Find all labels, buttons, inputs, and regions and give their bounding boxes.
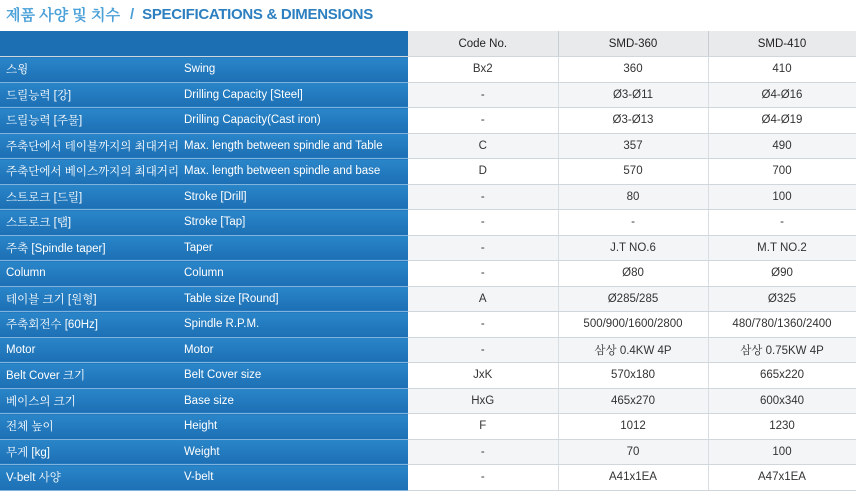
table-row xyxy=(0,82,856,108)
cell-model-b: Ø4-Ø16 xyxy=(708,82,856,108)
cell-model-b: 600x340 xyxy=(708,388,856,414)
cell-model-b: 1230 xyxy=(708,414,856,440)
row-label-korean: 주축 [Spindle taper] xyxy=(0,235,182,261)
header-model-b: SMD-410 xyxy=(708,31,856,57)
table-row xyxy=(0,439,856,465)
cell-code: C xyxy=(408,133,558,159)
cell-code: - xyxy=(408,439,558,465)
row-label-english: Column xyxy=(182,261,408,287)
row-label-korean: 테이블 크기 [원형] xyxy=(0,286,182,312)
row-label-english: Belt Cover size xyxy=(182,363,408,389)
cell-model-a: 465x270 xyxy=(558,388,708,414)
cell-model-b: 665x220 xyxy=(708,363,856,389)
row-label-english: Stroke [Drill] xyxy=(182,184,408,210)
table-row xyxy=(0,184,856,210)
table-row xyxy=(0,210,856,236)
row-label-korean: V-belt 사양 xyxy=(0,465,182,491)
table-row xyxy=(0,159,856,185)
cell-model-a: A41x1EA xyxy=(558,465,708,491)
row-label-korean: 무게 [kg] xyxy=(0,439,182,465)
row-label-english: Drilling Capacity [Steel] xyxy=(182,82,408,108)
row-label-korean: 주축회전수 [60Hz] xyxy=(0,312,182,338)
cell-code: - xyxy=(408,312,558,338)
header-blank-ko xyxy=(0,31,182,57)
row-label-english: Max. length between spindle and Table xyxy=(182,133,408,159)
cell-model-a: 1012 xyxy=(558,414,708,440)
row-label-korean: 베이스의 크기 xyxy=(0,388,182,414)
cell-model-b: M.T NO.2 xyxy=(708,235,856,261)
cell-code: - xyxy=(408,184,558,210)
row-label-korean: 스트로크 [드릴] xyxy=(0,184,182,210)
page-title xyxy=(0,0,856,28)
cell-code: D xyxy=(408,159,558,185)
cell-model-a: 360 xyxy=(558,57,708,83)
row-label-korean: 드릴능력 [강] xyxy=(0,82,182,108)
cell-model-a: 80 xyxy=(558,184,708,210)
row-label-english: Weight xyxy=(182,439,408,465)
cell-code: - xyxy=(408,82,558,108)
row-label-korean: 드릴능력 [주물] xyxy=(0,108,182,134)
cell-code: Bx2 xyxy=(408,57,558,83)
cell-model-b: 700 xyxy=(708,159,856,185)
cell-model-a: Ø3-Ø13 xyxy=(558,108,708,134)
row-label-english: Spindle R.P.M. xyxy=(182,312,408,338)
cell-model-a: Ø285/285 xyxy=(558,286,708,312)
row-label-english: Swing xyxy=(182,57,408,83)
row-label-english: V-belt xyxy=(182,465,408,491)
cell-model-a: 570 xyxy=(558,159,708,185)
row-label-korean: 주축단에서 테이블까지의 최대거리 xyxy=(0,133,182,159)
specifications-table xyxy=(0,31,856,491)
row-label-korean: 전체 높이 xyxy=(0,414,182,440)
cell-model-b: Ø325 xyxy=(708,286,856,312)
cell-model-b: - xyxy=(708,210,856,236)
cell-model-b: 480/780/1360/2400 xyxy=(708,312,856,338)
cell-code: - xyxy=(408,235,558,261)
cell-model-a: J.T NO.6 xyxy=(558,235,708,261)
table-header-row xyxy=(0,31,856,57)
table-row xyxy=(0,337,856,363)
row-label-korean: 스윙 xyxy=(0,57,182,83)
table-row xyxy=(0,108,856,134)
row-label-english: Max. length between spindle and base xyxy=(182,159,408,185)
cell-model-a: 삼상 0.4KW 4P xyxy=(558,337,708,363)
cell-model-b: 410 xyxy=(708,57,856,83)
row-label-korean: Belt Cover 크기 xyxy=(0,363,182,389)
table-row xyxy=(0,388,856,414)
table-row xyxy=(0,235,856,261)
table-row xyxy=(0,286,856,312)
table-row xyxy=(0,133,856,159)
cell-code: - xyxy=(408,108,558,134)
row-label-english: Stroke [Tap] xyxy=(182,210,408,236)
row-label-english: Table size [Round] xyxy=(182,286,408,312)
cell-model-b: Ø90 xyxy=(708,261,856,287)
title-separator: / xyxy=(129,5,135,23)
cell-model-b: Ø4-Ø19 xyxy=(708,108,856,134)
row-label-korean: Motor xyxy=(0,337,182,363)
header-model-a: SMD-360 xyxy=(558,31,708,57)
row-label-english: Height xyxy=(182,414,408,440)
header-blank-en xyxy=(182,31,408,57)
cell-model-a: 570x180 xyxy=(558,363,708,389)
cell-code: JxK xyxy=(408,363,558,389)
header-code-no: Code No. xyxy=(408,31,558,57)
cell-code: A xyxy=(408,286,558,312)
row-label-english: Base size xyxy=(182,388,408,414)
cell-model-a: 500/900/1600/2800 xyxy=(558,312,708,338)
table-row xyxy=(0,414,856,440)
row-label-korean: Column xyxy=(0,261,182,287)
cell-code: - xyxy=(408,465,558,491)
row-label-english: Drilling Capacity(Cast iron) xyxy=(182,108,408,134)
row-label-korean: 스트로크 [탭] xyxy=(0,210,182,236)
cell-model-a: Ø80 xyxy=(558,261,708,287)
cell-model-b: A47x1EA xyxy=(708,465,856,491)
title-english: SPECIFICATIONS & DIMENSIONS xyxy=(142,5,373,23)
title-korean: 제품 사양 및 치수 xyxy=(6,6,120,24)
row-label-korean: 주축단에서 베이스까지의 최대거리 xyxy=(0,159,182,185)
cell-model-b: 490 xyxy=(708,133,856,159)
cell-model-a: 70 xyxy=(558,439,708,465)
cell-model-b: 100 xyxy=(708,439,856,465)
table-row xyxy=(0,312,856,338)
row-label-english: Motor xyxy=(182,337,408,363)
table-row xyxy=(0,465,856,491)
cell-model-b: 삼상 0.75KW 4P xyxy=(708,337,856,363)
cell-code: F xyxy=(408,414,558,440)
table-row xyxy=(0,363,856,389)
cell-code: - xyxy=(408,261,558,287)
cell-code: - xyxy=(408,337,558,363)
table-row xyxy=(0,57,856,83)
table-row xyxy=(0,261,856,287)
row-label-english: Taper xyxy=(182,235,408,261)
cell-model-a: - xyxy=(558,210,708,236)
cell-model-a: 357 xyxy=(558,133,708,159)
cell-model-b: 100 xyxy=(708,184,856,210)
cell-code: HxG xyxy=(408,388,558,414)
cell-code: - xyxy=(408,210,558,236)
cell-model-a: Ø3-Ø11 xyxy=(558,82,708,108)
